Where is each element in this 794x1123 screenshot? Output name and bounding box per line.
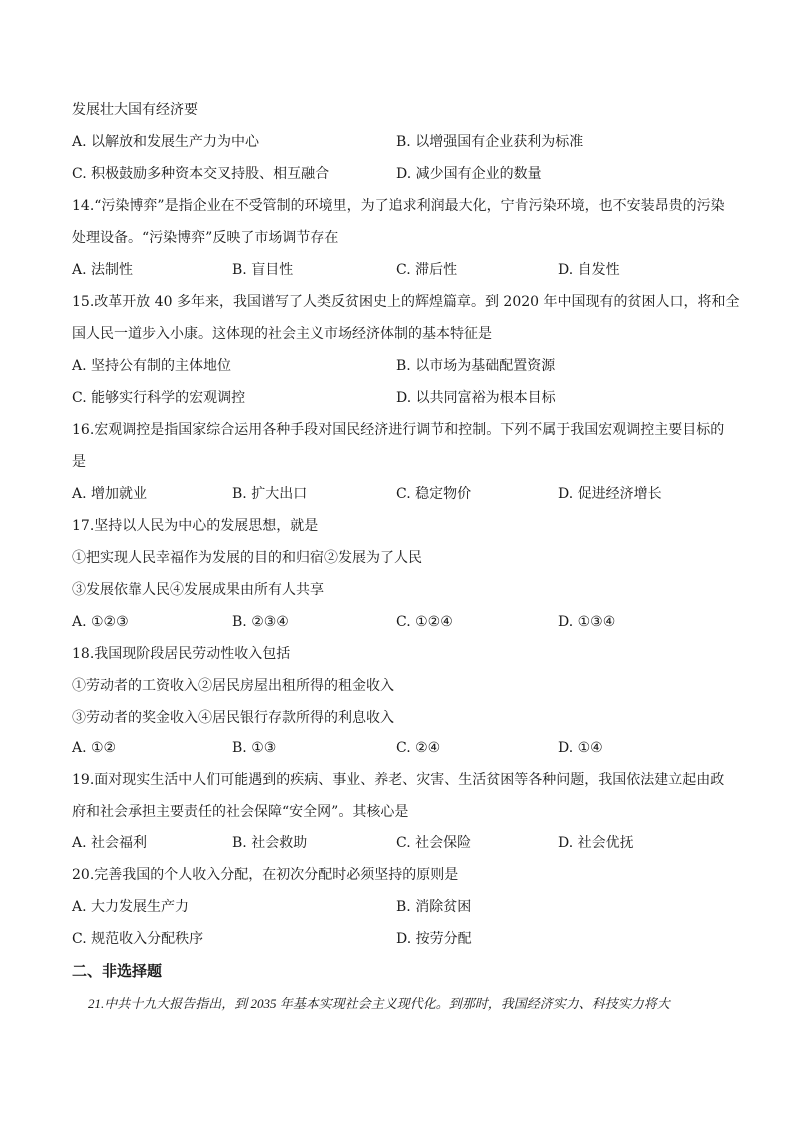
q17-option-d: D. ①③④ [558,614,616,630]
q14-option-b: B. 盲目性 [232,262,294,278]
q21-stem-line1: 21.中共十九大报告指出，到 2035 年基本实现社会主义现代化。到那时，我国经济实力、科技实力将大 [88,996,670,1011]
q15-stem-line1: 15.改革开放 40 多年来，我国谱写了人类反贫困史上的辉煌篇章。到 2020 年中国现有的贫困人口，将和全 [72,294,740,310]
q17-statement-line1: ①把实现人民幸福作为发展的目的和归宿②发展为了人民 [72,550,422,566]
q19-option-c: C. 社会保险 [396,835,472,851]
q16-stem-line1: 16.宏观调控是指国家综合运用各种手段对国民经济进行调节和控制。下列不属于我国宏观调控主要目标的 [72,422,725,438]
q19-option-d: D. 社会优抚 [558,835,634,851]
q18-statement-line1: ①劳动者的工资收入②居民房屋出租所得的租金收入 [72,678,394,694]
q13-option-a: A. 以解放和发展生产力为中心 [72,134,260,150]
section-title: 二、非选择题 [72,962,163,980]
q16-stem-line2: 是 [72,454,86,470]
q17-stem-line1: 17.坚持以人民为中心的发展思想，就是 [72,518,319,534]
q17-option-b: B. ②③④ [232,614,289,630]
q17-option-c: C. ①②④ [396,614,453,630]
q14-stem-line2: 处理设备。“污染博弈”反映了市场调节存在 [72,230,339,246]
q14-option-c: C. 滞后性 [396,262,458,278]
q16-option-c: C. 稳定物价 [396,486,472,502]
q15-option-b: B. 以市场为基础配置资源 [396,358,556,374]
q18-option-c: C. ②④ [396,740,441,756]
q13-option-c: C. 积极鼓励多种资本交叉持股、相互融合 [72,166,330,182]
q16-option-a: A. 增加就业 [72,486,148,502]
q19-stem-line2: 府和社会承担主要责任的社会保障“安全网”。其核心是 [72,804,409,820]
q18-option-a: A. ①② [72,740,117,756]
q13-stem-tail: 发展壮大国有经济要 [72,102,198,118]
q14-stem-line1: 14.“污染博弈”是指企业在不受管制的环境里，为了追求利润最大化，宁肯污染环境，也不安装昂贵的污染 [72,198,725,214]
q19-stem-line1: 19.面对现实生活中人们可能遇到的疾病、事业、养老、灾害、生活贫困等各种问题，我国依法建立起由政 [72,772,725,788]
q16-option-d: D. 促进经济增长 [558,486,662,502]
q17-statement-line2: ③发展依靠人民④发展成果由所有人共享 [72,582,324,598]
q15-option-c: C. 能够实行科学的宏观调控 [72,390,246,406]
q17-option-a: A. ①②③ [72,614,129,630]
q16-option-b: B. 扩大出口 [232,486,308,502]
q20-option-c: C. 规范收入分配秩序 [72,931,204,947]
q14-option-d: D. 自发性 [558,262,620,278]
q15-stem-line2: 国人民一道步入小康。这体现的社会主义市场经济体制的基本特征是 [72,326,492,342]
q19-option-b: B. 社会救助 [232,835,308,851]
q20-option-a: A. 大力发展生产力 [72,899,190,915]
q18-option-d: D. ①④ [558,740,603,756]
q13-option-b: B. 以增强国有企业获利为标准 [396,134,584,150]
q14-option-a: A. 法制性 [72,262,134,278]
q18-option-b: B. ①③ [232,740,277,756]
q20-option-b: B. 消除贫困 [396,899,472,915]
q15-option-a: A. 坚持公有制的主体地位 [72,358,232,374]
q15-option-d: D. 以共同富裕为根本目标 [396,390,556,406]
q13-option-d: D. 减少国有企业的数量 [396,166,542,182]
q20-stem-line1: 20.完善我国的个人收入分配，在初次分配时必须坚持的原则是 [72,867,459,883]
q19-option-a: A. 社会福利 [72,835,148,851]
q18-stem-line1: 18.我国现阶段居民劳动性收入包括 [72,646,291,662]
q18-statement-line2: ③劳动者的奖金收入④居民银行存款所得的利息收入 [72,710,394,726]
q20-option-d: D. 按劳分配 [396,931,472,947]
